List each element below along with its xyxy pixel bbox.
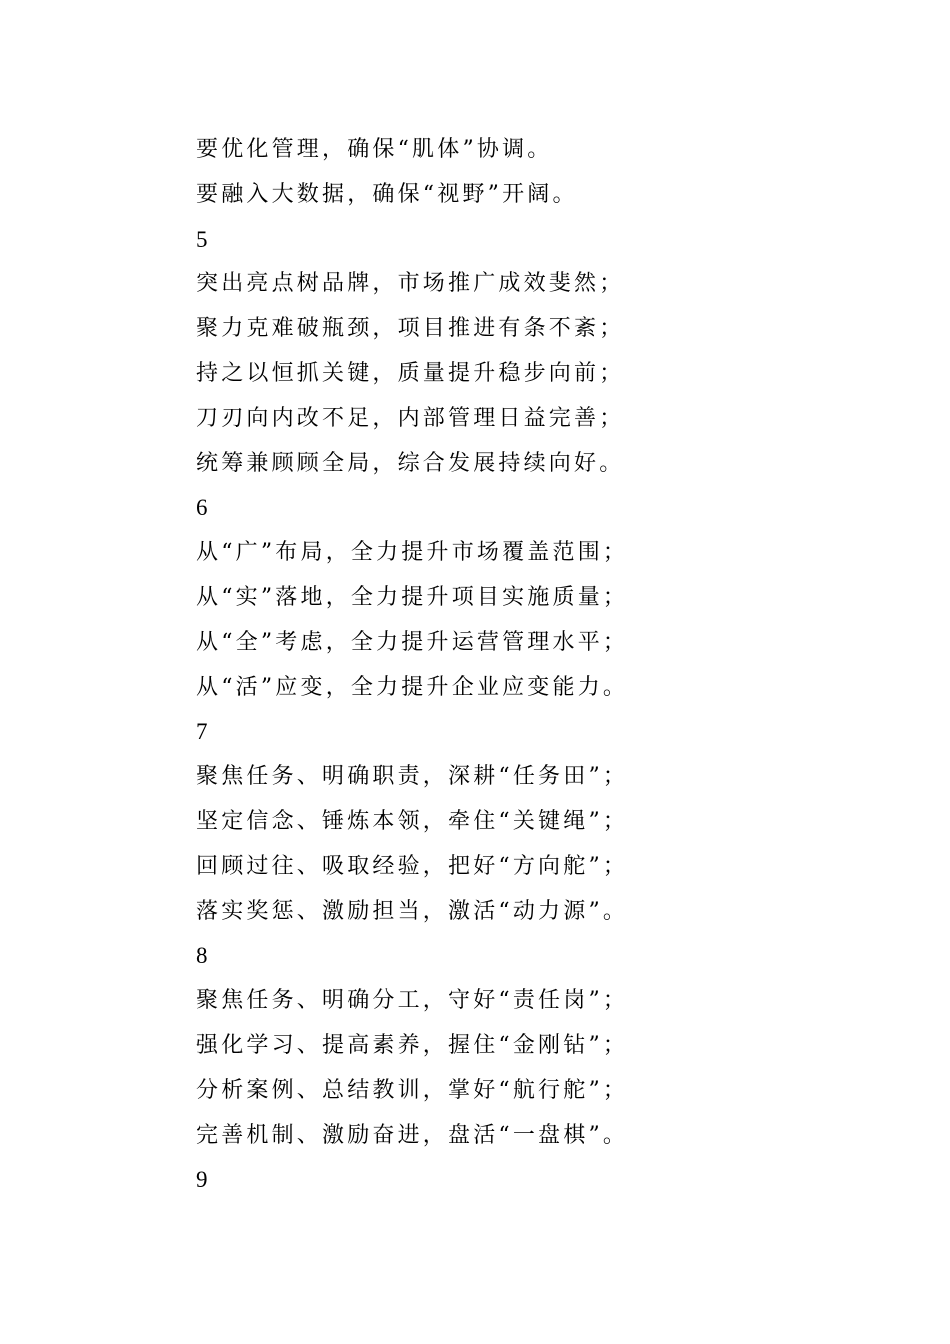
document-body: [196, 128, 716, 1203]
text-line: 要融入大数据，确保“视野”开阔。: [196, 181, 578, 207]
text-line: 强化学习、提高素养，握住“金刚钻”；: [196, 1032, 629, 1058]
text-line: 分析案例、总结教训，掌好“航行舵”；: [196, 1077, 629, 1103]
text-line: 完善机制、激励奋进，盘活“一盘棋”。: [196, 1122, 629, 1148]
text-line: 统筹兼顾顾全局，综合发展持续向好。: [196, 450, 625, 476]
text-line: 聚焦任务、明确分工，守好“责任岗”；: [196, 988, 629, 1014]
text-line: 突出亮点树品牌，市场推广成效斐然；: [196, 271, 625, 297]
section-number: 5: [196, 226, 208, 252]
section-number: 6: [196, 495, 208, 521]
text-line: 落实奖惩、激励担当，激活“动力源”。: [196, 898, 629, 924]
text-line: 从“广”布局，全力提升市场覆盖范围；: [196, 540, 629, 566]
text-line: 聚焦任务、明确职责，深耕“任务田”；: [196, 764, 629, 790]
text-line: 聚力克难破瓶颈，项目推进有条不紊；: [196, 316, 625, 342]
text-line: 持之以恒抓关键，质量提升稳步向前；: [196, 360, 625, 386]
text-line: 坚定信念、锤炼本领，牵住“关键绳”；: [196, 808, 629, 834]
text-line: 要优化管理，确保“肌体”协调。: [196, 137, 553, 162]
text-line: 从“活”应变，全力提升企业应变能力。: [196, 674, 629, 700]
text-line: 从“实”落地，全力提升项目实施质量；: [196, 584, 629, 610]
text-line: 回顾过往、吸取经验，把好“方向舵”；: [196, 853, 629, 879]
text-line: 从“全”考虑，全力提升运营管理水平；: [196, 629, 629, 655]
section-number: 8: [196, 943, 208, 969]
section-number: 7: [196, 719, 208, 745]
section-number: 9: [196, 1167, 208, 1193]
text-line: 刀刃向内改不足，内部管理日益完善；: [196, 405, 625, 431]
